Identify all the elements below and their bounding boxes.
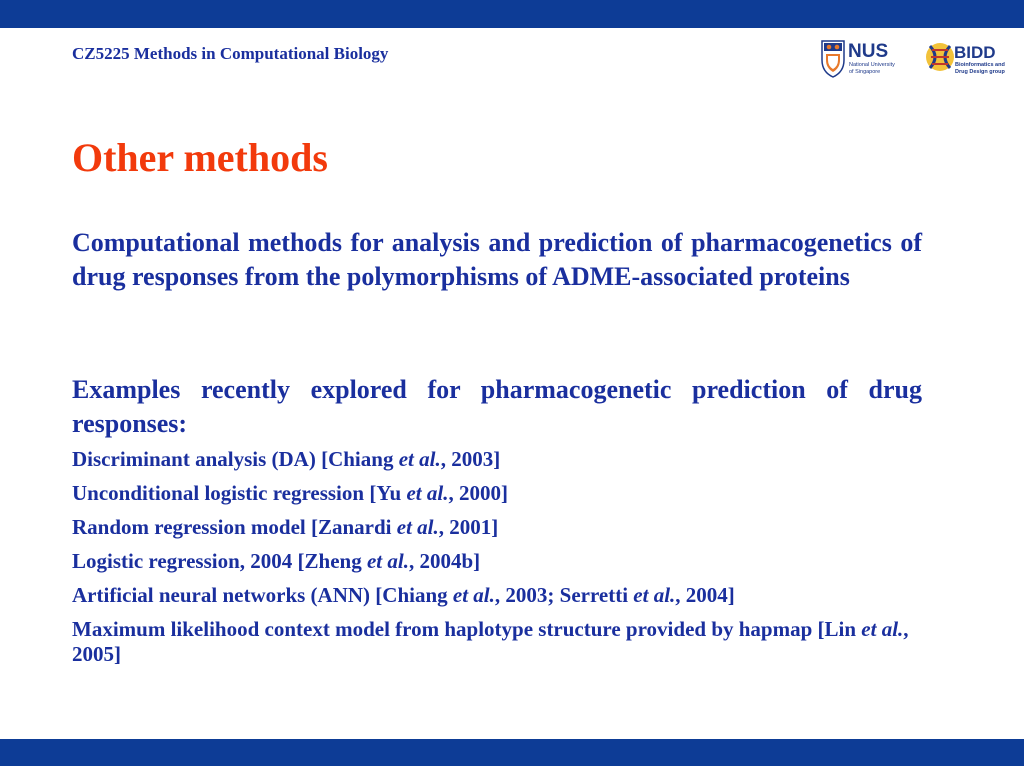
bottom-banner — [0, 739, 1024, 766]
bidd-logo — [922, 38, 1014, 76]
nus-logo-text: NUS — [848, 41, 889, 62]
nus-logo — [820, 38, 905, 78]
svg-text:Drug Design group: Drug Design group — [955, 69, 1005, 75]
intro-paragraph: Computational methods for analysis and prediction of pharmacogenetics of drug responses from the polymorphisms of ADME-associated proteins — [72, 228, 922, 291]
course-title: CZ5225 Methods in Computational Biology — [72, 44, 389, 63]
top-banner — [0, 0, 1024, 28]
list-item: Unconditional logistic regression [Yu et al., 2000] — [72, 481, 508, 505]
bidd-logo-text: BIDD — [954, 43, 996, 62]
slide-title: Other methods — [72, 135, 328, 180]
list-item: Discriminant analysis (DA) [Chiang et al., 2003] — [72, 447, 501, 471]
method-list — [72, 447, 932, 676]
list-item: Maximum likelihood context model from haplotype structure provided by hapmap [Lin et al., 2005] — [72, 617, 909, 666]
list-item: Artificial neural networks (ANN) [Chiang et al., 2003; Serretti et al., 2004] — [72, 583, 735, 607]
list-item: Logistic regression, 2004 [Zheng et al., 2004b] — [72, 549, 481, 573]
svg-text:of Singapore: of Singapore — [849, 69, 881, 75]
svg-text:Bioinformatics and: Bioinformatics and — [955, 62, 1005, 68]
svg-text:National University: National University — [849, 62, 895, 68]
list-item: Random regression model [Zanardi et al., 2001] — [72, 515, 499, 539]
examples-paragraph: Examples recently explored for pharmacogenetic prediction of drug responses: — [72, 375, 922, 438]
